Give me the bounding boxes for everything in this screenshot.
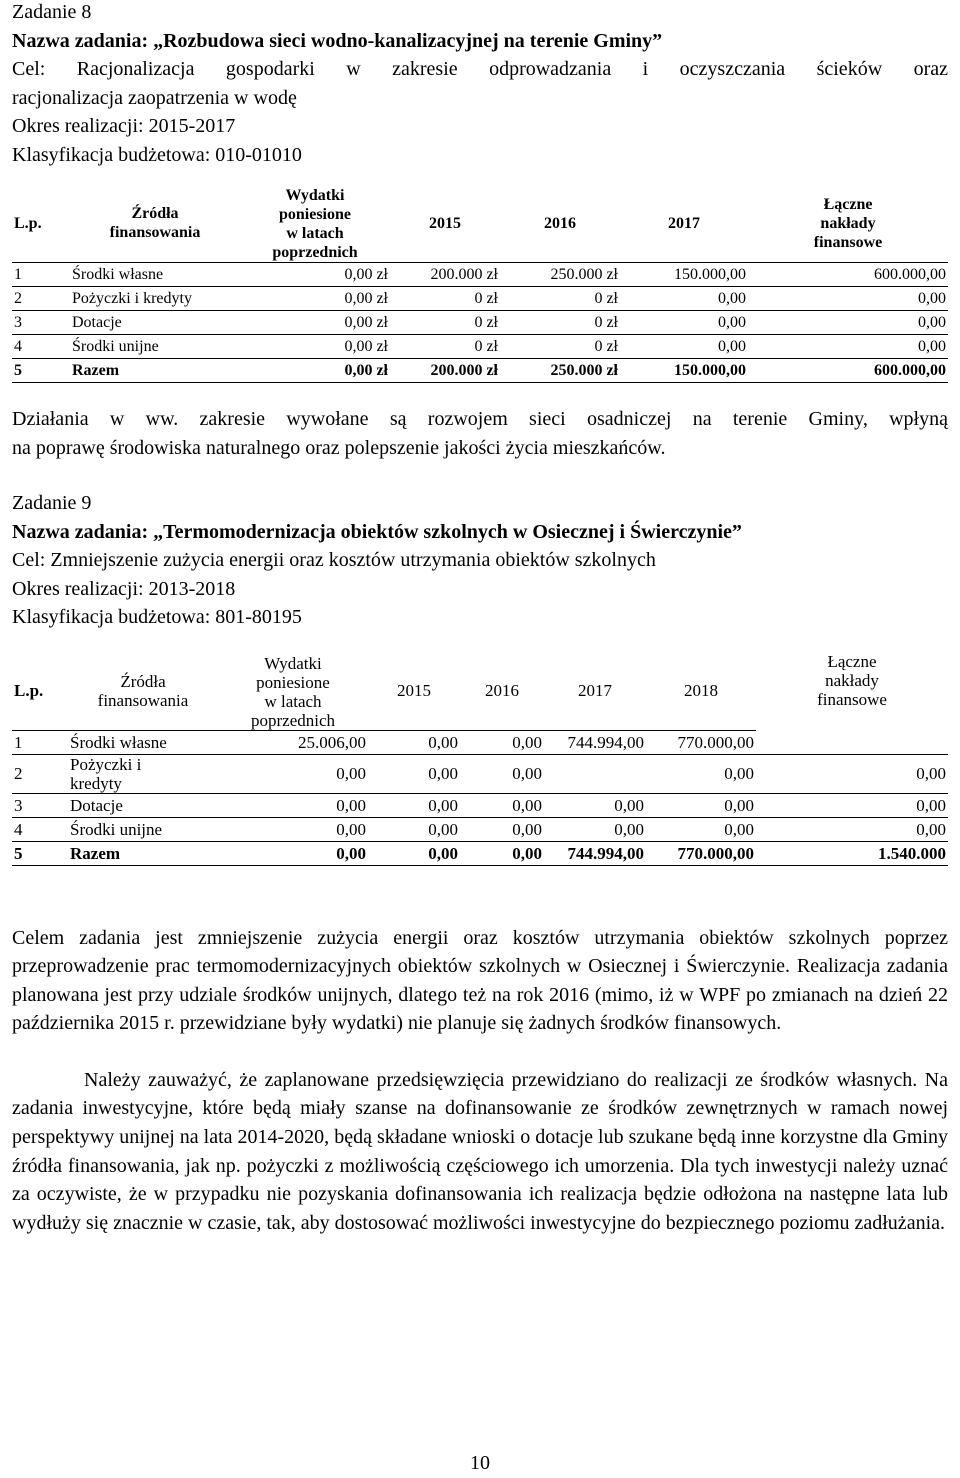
cell-total: 0,00	[748, 335, 948, 359]
table-row	[12, 754, 948, 793]
header-total-line: finansowe	[817, 689, 887, 709]
cell-2017: 0,00	[620, 335, 748, 359]
task8-classification: Klasyfikacja budżetowa: 010-01010	[12, 143, 302, 166]
cell-source: Dotacje	[68, 793, 218, 817]
header-year-2016: 2016	[544, 214, 576, 232]
task8-financing-table	[12, 184, 948, 383]
cell-source: Środki unijne	[70, 335, 240, 359]
table-row-total	[12, 841, 948, 865]
cell-2017: 744.994,00	[544, 730, 646, 754]
cell-lp: 4	[12, 335, 70, 359]
cell-2016: 250.000 zł	[500, 359, 620, 383]
cell-total: 0,00	[748, 311, 948, 335]
cell-lp: 2	[12, 287, 70, 311]
cell-total: 0,00	[756, 754, 948, 793]
cell-2015: 0 zł	[390, 287, 500, 311]
cell-source: Razem	[70, 359, 240, 383]
cell-2015: 0,00	[368, 841, 460, 865]
cell-2017: 0,00	[620, 287, 748, 311]
table-header-row	[12, 184, 948, 263]
document-page	[12, 0, 948, 1237]
header-year-2017: 2017	[578, 681, 612, 700]
table-row	[12, 335, 948, 359]
header-prev	[240, 184, 390, 263]
cell-source: Środki unijne	[68, 817, 218, 841]
table-row	[12, 817, 948, 841]
cell-2017: 744.994,00	[544, 841, 646, 865]
header-source-line: finansowania	[109, 224, 201, 241]
header-source	[68, 652, 218, 731]
task9-paragraph-goal: Celem zadania jest zmniejszenie zużycia energii oraz kosztów utrzymania obiektów szkolnych poprzez przeprowadzenie prac termomodernizacyjnych obiektów szkolnych w Osiecznej i Świerczynie. Realizacja zadania planowana jest przy udziale środków unijnych, dlatego też na rok 2016 (mimo, iż w WPF po zmianach na dzień 22 października 2015 r. przewidziane były wydatki) nie planuje się żadnych środków finansowych.	[12, 926, 948, 1035]
header-prev	[218, 652, 368, 731]
cell-prev: 0,00 zł	[240, 359, 390, 383]
header-prev-line: w latach	[286, 225, 344, 242]
header-prev-line: poprzednich	[250, 710, 336, 730]
header-prev-line: Wydatki	[264, 653, 322, 673]
cell-prev: 0,00	[218, 793, 368, 817]
cell-total: 600.000,00	[748, 263, 948, 287]
cell-source: Pożyczki i kredyty	[70, 287, 240, 311]
cell-total: 0,00	[756, 793, 948, 817]
cell-2016: 0,00	[460, 793, 544, 817]
page-number: 10	[470, 1452, 490, 1474]
cell-source: Środki własne	[70, 263, 240, 287]
cell-2015: 0,00	[368, 793, 460, 817]
cell-2016: 0 zł	[500, 287, 620, 311]
cell-lp: 2	[12, 754, 68, 793]
cell-prev: 0,00	[218, 841, 368, 865]
cell-lp: 1	[12, 730, 68, 754]
cell-lp: 1	[12, 263, 70, 287]
header-total-line: Łączne	[823, 195, 873, 213]
header-source-line: Źródła	[131, 205, 179, 222]
cell-2018: 770.000,00	[646, 730, 756, 754]
cell-source: Środki własne	[68, 730, 218, 754]
header-total	[756, 652, 948, 731]
header-prev-line: Wydatki	[285, 187, 345, 204]
header-source-line: Źródła	[120, 671, 166, 691]
cell-2016: 0,00	[460, 817, 544, 841]
header-total-line: Łączne	[827, 651, 877, 671]
header-source-line: finansowania	[97, 690, 189, 710]
cell-total	[756, 730, 948, 754]
table-row	[12, 263, 948, 287]
header-lp: L.p.	[14, 214, 42, 232]
header-prev-line: poniesione	[256, 672, 330, 692]
table-row	[12, 793, 948, 817]
table-row	[12, 311, 948, 335]
table-header-row	[12, 652, 948, 731]
cell-2015: 0 zł	[390, 335, 500, 359]
cell-2018: 0,00	[646, 817, 756, 841]
cell-2017	[544, 754, 646, 793]
task9-goal: Cel: Zmniejszenie zużycia energii oraz kosztów utrzymania obiektów szkolnych	[12, 549, 656, 571]
header-lp: L.p.	[14, 681, 44, 700]
task8-heading: Zadanie 8	[12, 1, 92, 23]
header-total	[748, 184, 948, 263]
cell-2017: 0,00	[620, 311, 748, 335]
task8-actions-line1: Działania w ww. zakresie wywołane są rozwojem sieci osadniczej na terenie Gminy, wpłyną	[12, 408, 948, 430]
cell-2016: 0,00	[460, 730, 544, 754]
cell-prev: 25.006,00	[218, 730, 368, 754]
table-row	[12, 730, 948, 754]
cell-source-line: Pożyczki i	[70, 754, 142, 774]
cell-2015: 200.000 zł	[390, 359, 500, 383]
table-row-total	[12, 359, 948, 383]
cell-lp: 3	[12, 793, 68, 817]
task9-period: Okres realizacji: 2013-2018	[12, 577, 236, 600]
header-year-2015: 2015	[429, 214, 461, 232]
cell-lp: 5	[12, 841, 68, 865]
task8-goal-line2: racjonalizacja zaopatrzenia w wodę	[12, 86, 297, 109]
header-year-2017: 2017	[668, 214, 700, 232]
task8-actions-line2: na poprawę środowiska naturalnego oraz polepszenie jakości życia mieszkańców.	[12, 436, 666, 459]
header-year-2015: 2015	[397, 681, 431, 700]
cell-prev: 0,00 zł	[240, 335, 390, 359]
cell-total: 0,00	[756, 817, 948, 841]
cell-source: Dotacje	[70, 311, 240, 335]
header-total-line: nakłady	[825, 670, 879, 690]
task9-paragraph-note: Należy zauważyć, że zaplanowane przedsięwzięcia przewidziano do realizacji ze środków własnych. Na zadania inwestycyjne, które będą miały szanse na dofinansowanie ze środków zewnętrznych w ramach nowej perspektywy unijnej na lata 2014-2020, będą składane wnioski o dotacje lub szukane będą inne korzystne dla Gminy źródła finansowania, jak np. pożyczki z możliwością częściowego ich umorzenia. Dla tych inwestycji należy uznać za oczywiste, że w przypadku nie pozyskania dofinansowania ich realizacja będzie odłożona na następne lata lub wydłuży się znacznie w czasie, tak, aby dostosować możliwości inwestycyjne do bezpiecznego poziomu zadłużania.	[12, 1068, 948, 1234]
cell-2015: 0,00	[368, 817, 460, 841]
cell-prev: 0,00	[218, 817, 368, 841]
header-source	[70, 184, 240, 263]
cell-2018: 0,00	[646, 793, 756, 817]
cell-total: 0,00	[748, 287, 948, 311]
cell-2017: 150.000,00	[620, 359, 748, 383]
task8-name: Nazwa zadania: „Rozbudowa sieci wodno-kanalizacyjnej na terenie Gminy”	[12, 29, 663, 52]
task9-name: Nazwa zadania: „Termomodernizacja obiektów szkolnych w Osiecznej i Świerczynie”	[12, 520, 742, 543]
cell-prev: 0,00 zł	[240, 287, 390, 311]
cell-total: 1.540.000	[756, 841, 948, 865]
task8-period: Okres realizacji: 2015-2017	[12, 115, 236, 137]
cell-2015: 0,00	[368, 730, 460, 754]
task9-financing-table	[12, 652, 948, 866]
cell-lp: 4	[12, 817, 68, 841]
cell-lp: 3	[12, 311, 70, 335]
task8-goal-line1: Cel: Racjonalizacja gospodarki w zakresie odprowadzania i oczyszczania ścieków oraz	[12, 58, 948, 80]
task9-classification: Klasyfikacja budżetowa: 801-80195	[12, 606, 302, 628]
cell-prev: 0,00 zł	[240, 263, 390, 287]
cell-lp: 5	[12, 359, 70, 383]
task9-heading: Zadanie 9	[12, 492, 92, 514]
cell-prev: 0,00 zł	[240, 311, 390, 335]
header-total-line: finansowe	[813, 233, 883, 251]
cell-source	[68, 754, 218, 793]
cell-2016: 0,00	[460, 841, 544, 865]
header-year-2018: 2018	[684, 681, 718, 700]
cell-2016: 0 zł	[500, 311, 620, 335]
cell-2016: 0,00	[460, 754, 544, 793]
cell-2016: 0 zł	[500, 335, 620, 359]
cell-source: Razem	[68, 841, 218, 865]
cell-2017: 0,00	[544, 817, 646, 841]
header-prev-line: poniesione	[278, 206, 351, 223]
header-prev-line: poprzednich	[272, 244, 358, 261]
cell-2015: 200.000 zł	[390, 263, 500, 287]
cell-source-line: kredyty	[70, 773, 122, 793]
header-prev-line: w latach	[264, 691, 322, 711]
cell-total: 600.000,00	[748, 359, 948, 383]
cell-2016: 250.000 zł	[500, 263, 620, 287]
cell-2015: 0,00	[368, 754, 460, 793]
cell-2018: 0,00	[646, 754, 756, 793]
cell-2018: 770.000,00	[646, 841, 756, 865]
table-row	[12, 287, 948, 311]
cell-2017: 0,00	[544, 793, 646, 817]
header-year-2016: 2016	[485, 681, 519, 700]
header-total-line: nakłady	[820, 214, 876, 232]
cell-2015: 0 zł	[390, 311, 500, 335]
cell-prev: 0,00	[218, 754, 368, 793]
cell-2017: 150.000,00	[620, 263, 748, 287]
